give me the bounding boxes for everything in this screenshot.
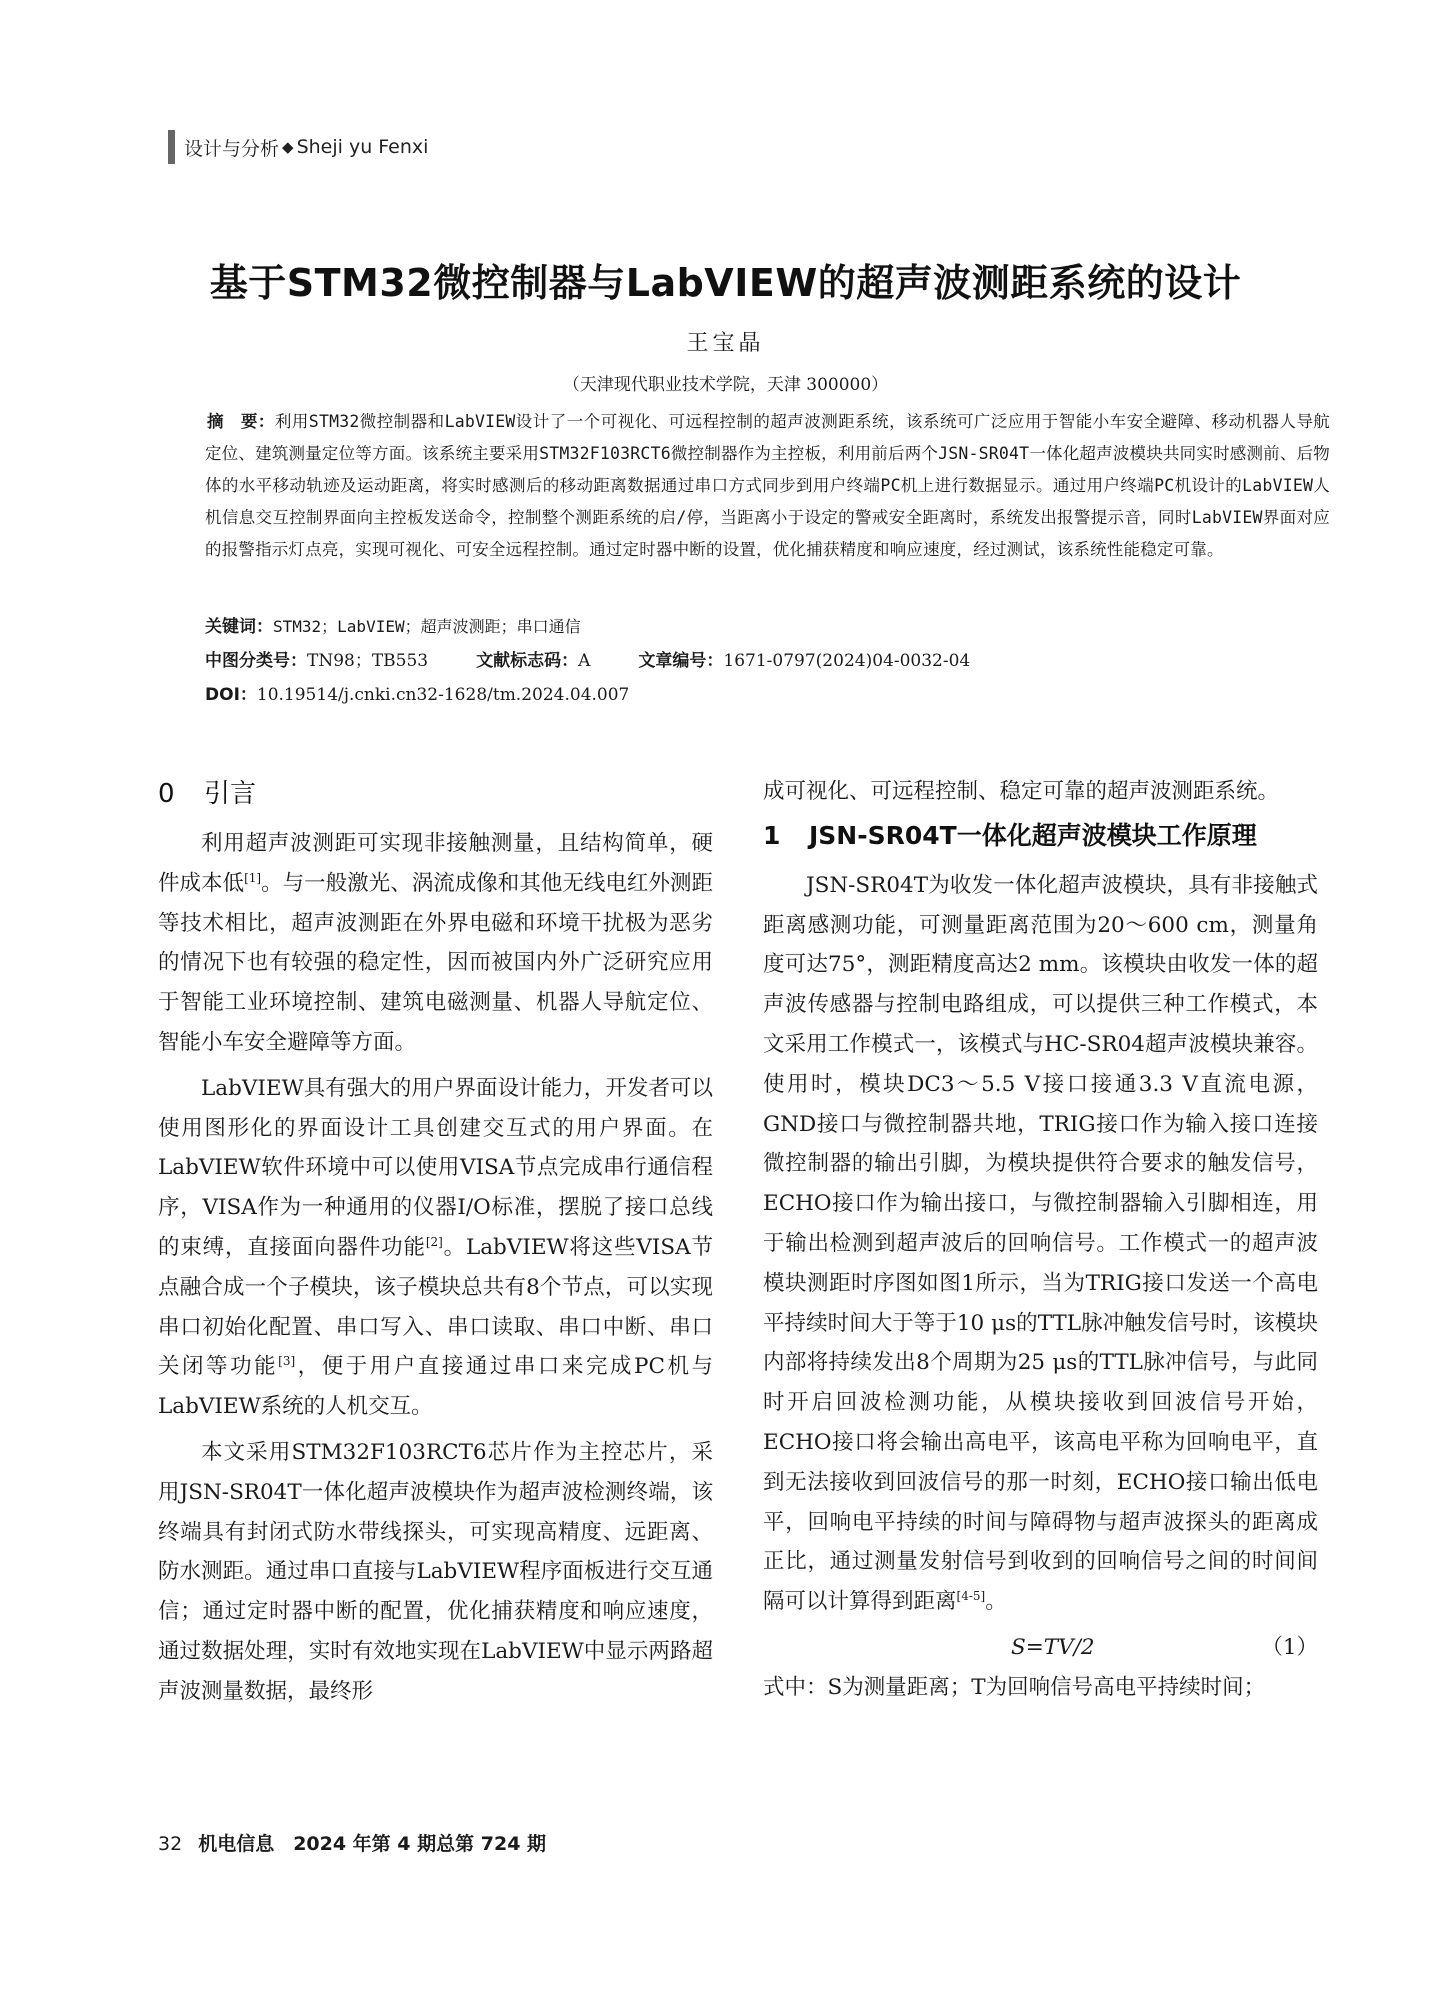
module-paragraph-1: JSN-SR04T为收发一体化超声波模块，具有非接触式距离感测功能，可测量距离范围为20～600 cm，测量角度可达75°，测距精度高达2 mm。该模块由收发一体的超声波传感器与控制电路组成，可以提供三种工作模式，本文采用工作模式一，该模式与HC-SR04超声波模块兼容。使用时，模块DC3～5.5 V接口接通3.3 V直流电源，GND接口与微控制器共地，TRIG接口作为输入接口连接微控制器的输出引脚，为模块提供符合要求的触发信号，ECHO接口作为输出接口，与微控制器输入引脚相连，用于输出检测到超声波后的回响信号。工作模式一的超声波模块测距时序图如图1所示，当为TRIG接口发送一个高电平持续时间大于等于10 μs的TTL脉冲触发信号时，该模块内部将持续发出8个周期为25 μs的TTL脉冲信号，与此同时开启回波检测功能，从模块接收到回波信号开始，ECHO接口将会输出高电平，该高电平称为回响电平，直到无法接收到回波信号的那一时刻，ECHO接口输出低电平，回响电平持续的时间与障碍物与超声波探头的距离成正比，通过测量发射信号到收到的回响信号之间的时间间隔可以计算得到距离[4-5]。: [763, 872, 1318, 1615]
citation-2[interactable]: [2]: [425, 1234, 443, 1249]
header-section-en: Sheji yu Fenxi: [296, 136, 429, 158]
left-column: [158, 772, 713, 1718]
section-0-title: 引言: [204, 779, 257, 809]
section-0-number: 0: [158, 779, 175, 809]
article-no-label: 文章编号：: [638, 651, 724, 671]
intro-paragraph-3-continued: 成可视化、可远程控制、稳定可靠的超声波测距系统。: [763, 779, 1280, 804]
classification-line: [205, 646, 970, 676]
abstract-text: 利用STM32微控制器和LabVIEW设计了一个可视化、可远程控制的超声波测距系统，该系统可广泛应用于智能小车安全避障、移动机器人导航定位、建筑测量定位等方面。该系统主要采用STM32F103RCT6微控制器作为主控板，利用前后两个JSN-SR04T一体化超声波模块共同实时感测前、后物体的水平移动轨迹及运动距离，将实时感测后的移动距离数据通过串口方式同步到用户终端PC机上进行数据显示。通过用户终端PC机设计的LabVIEW人机信息交互控制界面向主控板发送命令，控制整个测距系统的启/停，当距离小于设定的警戒安全距离时，系统发出报警提示音，同时LabVIEW界面对应的报警指示灯点亮，实现可视化、可安全远程控制。通过定时器中断的设置，优化捕获精度和响应速度，经过测试，该系统性能稳定可靠。: [205, 412, 1330, 559]
citation-4-5[interactable]: [4-5]: [956, 1588, 986, 1603]
article-no-value: 1671-0797(2024)04-0032-04: [723, 651, 971, 671]
clc-label: 中图分类号：: [205, 651, 307, 671]
header-separator: ◆: [282, 138, 294, 156]
intro-paragraph-3: 本文采用STM32F103RCT6芯片作为主控芯片，采用JSN-SR04T一体化超声波模块作为超声波检测终端，该终端具有封闭式防水带线探头，可实现高精度、远距离、防水测距。通过串口直接与LabVIEW程序面板进行交互通信；通过定时器中断的配置，优化捕获精度和响应速度，通过数据处理，实时有效地实现在LabVIEW中显示两路超声波测量数据，最终形: [158, 1439, 713, 1704]
right-column: [763, 772, 1318, 1714]
abstract-label: 摘 要：: [207, 412, 275, 431]
section-1-number: 1: [763, 820, 781, 850]
keywords-label: 关键词：: [205, 617, 273, 637]
clc-value: TN98；TB553: [307, 651, 429, 671]
keywords-text: STM32；LabVIEW；超声波测距；串口通信: [273, 617, 581, 636]
equation-1: [763, 1628, 1318, 1668]
equation-1-expression: S=TV/2: [1011, 1634, 1095, 1660]
journal-issue: 机电信息 2024 年第 4 期总第 724 期: [198, 1833, 547, 1855]
module-paragraph-2: 式中：S为测量距离；T为回响信号高电平持续时间；: [763, 1674, 1266, 1700]
doc-code-value: A: [578, 651, 591, 671]
equation-1-number: （1）: [1261, 1634, 1318, 1660]
header-bar: [168, 130, 175, 164]
page-number: 32: [158, 1833, 183, 1855]
section-1-title: JSN-SR04T一体化超声波模块工作原理: [809, 820, 1257, 850]
abstract: [205, 406, 1330, 566]
intro-paragraph-2: LabVIEW具有强大的用户界面设计能力，开发者可以使用图形化的界面设计工具创建交互式的用户界面。在LabVIEW软件环境中可以使用VISA节点完成串行通信程序，VISA作为一种通用的仪器I/O标准，摆脱了接口总线的束缚，直接面向器件功能[2]。LabVIEW将这些VISA节点融合成一个子模块，该子模块总共有8个节点，可以实现串口初始化配置、串口写入、串口读取、串口中断、串口关闭等功能[3]，便于用户直接通过串口来完成PC机与LabVIEW系统的人机交互。: [158, 1075, 713, 1420]
doi-line: [205, 680, 629, 710]
citation-3[interactable]: [3]: [278, 1354, 296, 1369]
section-0-heading: [158, 772, 713, 816]
page-footer: [158, 1829, 546, 1856]
keywords: [205, 612, 581, 642]
author: 王宝晶: [686, 331, 765, 356]
affiliation: （天津现代职业技术学院，天津 300000）: [562, 375, 889, 395]
intro-paragraph-1: 利用超声波测距可实现非接触测量，且结构简单，硬件成本低[1]。与一般激光、涡流成像和其他无线电红外测距等技术相比，超声波测距在外界电磁和环境干扰极为恶劣的情况下也有较强的稳定性，因而被国内外广泛研究应用于智能工业环境控制、建筑电磁测量、机器人导航定位、智能小车安全避障等方面。: [158, 831, 713, 1055]
header-section-cn: 设计与分析: [184, 137, 280, 160]
doi-label: DOI：: [205, 685, 257, 705]
citation-1[interactable]: [1]: [244, 870, 262, 885]
section-1-heading: [763, 814, 1318, 858]
doi-value: 10.19514/j.cnki.cn32-1628/tm.2024.04.007: [256, 685, 630, 705]
running-header: [168, 130, 428, 164]
paper-title: 基于STM32微控制器与LabVIEW的超声波测距系统的设计: [209, 261, 1242, 305]
doc-code-label: 文献标志码：: [476, 651, 579, 671]
